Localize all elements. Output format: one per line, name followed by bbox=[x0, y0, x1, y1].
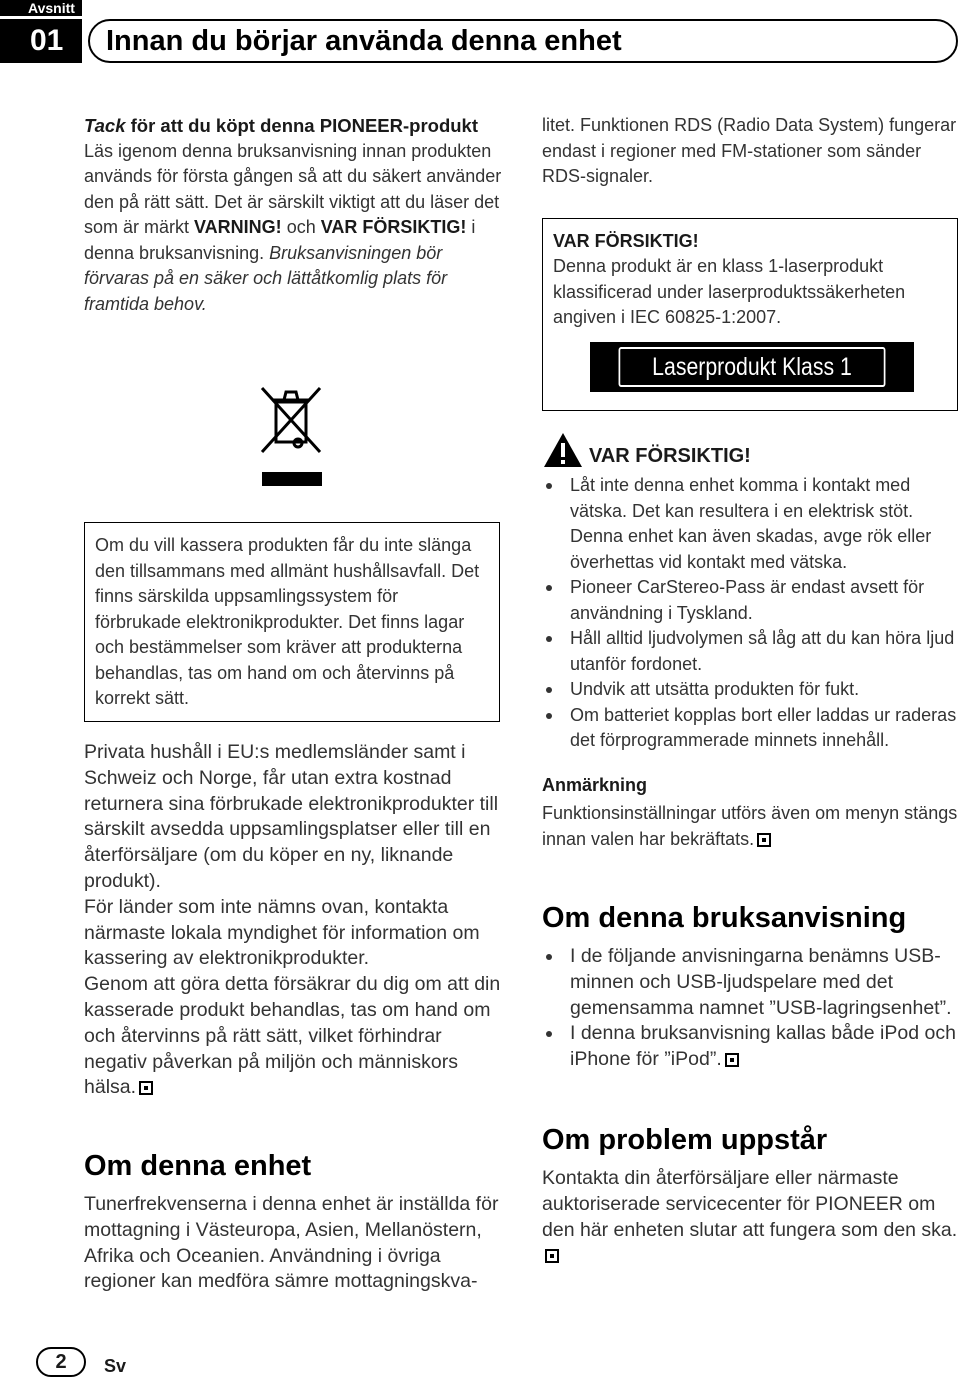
note-heading: Anmärkning bbox=[542, 775, 648, 795]
page-title: Innan du börjar använda denna enhet bbox=[88, 19, 958, 63]
language-code: Sv bbox=[104, 1356, 127, 1376]
list-item: Låt inte denna enhet komma i kontakt med vätska. Det kan resultera i en elektrisk stöt. Denna enhet kan även skadas, avge rök eller överhettas vid kontakt med vätska. bbox=[542, 473, 960, 575]
storage-note: Bruksanvisningen bör förvaras på en säker och lättåtkomlig plats för framtida behov. bbox=[84, 242, 448, 314]
intro-section bbox=[84, 113, 504, 317]
list-item: Undvik att utsätta produkten för fukt. bbox=[542, 677, 960, 703]
disposal-info-box: Om du vill kassera produkten får du inte slänga den tillsammans med allmänt hushållsavfall. Det finns särskilda uppsamlingssystem för förbrukade elektronikprodukter. Det finns lagar och bestämmelser som kräver att produkterna behandlas, tas om hand om och återvinns på korrekt sätt. bbox=[84, 522, 500, 722]
about-manual-heading: Om denna bruksanvisning bbox=[542, 902, 907, 934]
about-unit-heading: Om denna enhet bbox=[84, 1150, 312, 1182]
rds-text: litet. Funktionen RDS (Radio Data System) fungerar endast i regioner med FM-stationer som sänder RDS-signaler. bbox=[542, 115, 957, 186]
section-number: 01 bbox=[0, 19, 82, 63]
intro-text: Läs igenom denna bruksanvisning innan produkten används för första gången så att du säkert använder den på rätt sätt. Det är särskilt viktigt att du läser det som är märkt VARNING! och VAR FÖRSIKTIG! i denna bruksanvisning. Bruksanvisningen bör förvaras på en säker och lättåtkomlig plats för framtida behov. bbox=[84, 140, 502, 314]
laser-class-label: Laserprodukt Klass 1 bbox=[590, 342, 914, 392]
list-item: Pioneer CarStereo-Pass är endast avsett för användning i Tyskland. bbox=[542, 575, 960, 626]
list-item: Om batteriet kopplas bort eller laddas ur raderas det förprogrammerade minnets innehåll. bbox=[542, 703, 960, 754]
end-mark-icon bbox=[757, 833, 771, 847]
caution-list bbox=[542, 473, 960, 754]
list-item: I denna bruksanvisning kallas både iPod och iPhone för ”iPod”. bbox=[542, 1021, 960, 1073]
section-label: Avsnitt bbox=[0, 0, 82, 16]
about-unit-text: Tunerfrekvenserna i denna enhet är inställda för mottagning i Västeuropa, Asien, Mellanöstern, Afrika och Oceanien. Användning i övriga regioner kan medföra sämre mottagningskva- bbox=[84, 1193, 499, 1293]
caution-heading: VAR FÖRSIKTIG! bbox=[589, 445, 751, 467]
end-mark-icon bbox=[725, 1053, 739, 1067]
warning-label: VARNING! bbox=[194, 217, 282, 237]
laser-heading: VAR FÖRSIKTIG! bbox=[553, 231, 699, 251]
problems-heading: Om problem uppstår bbox=[542, 1124, 828, 1156]
weee-bin-icon bbox=[258, 380, 324, 488]
laser-text: Denna produkt är en klass 1-laserprodukt klassificerad under laserproduktssäkerheten angiven i IEC 60825-1:2007. bbox=[553, 256, 906, 327]
list-item: Håll alltid ljudvolymen så låg att du kan höra ljud utanför fordonet. bbox=[542, 626, 960, 677]
end-mark-icon bbox=[139, 1081, 153, 1095]
page-number: 2 bbox=[36, 1347, 86, 1377]
about-manual-list bbox=[542, 944, 960, 1073]
intro-heading: Tack för att du köpt denna PIONEER-produkt bbox=[84, 115, 479, 136]
caution-label: VAR FÖRSIKTIG! bbox=[320, 217, 467, 237]
eu-recycling-text: Privata hushåll i EU:s medlemsländer samt i Schweiz och Norge, får utan extra kostnad returnera sina förbrukade elektronikprodukter till särskilt avsedda uppsamlingsplatser eller till en återförsäljare (om du köper en ny, liknande produkt). För länder som inte nämns ovan, kontakta närmaste lokala myndighet för information om kassering av elektronikprodukter. Genom att göra detta försäkrar du dig om att din kasserade produkt behandlas, tas om hand om och återvinns på rätt sätt, vilket förhindrar negativ påverkan på miljön och människors hälsa. bbox=[84, 741, 501, 1099]
end-mark-icon bbox=[545, 1249, 559, 1263]
warning-triangle-icon bbox=[542, 431, 584, 469]
list-item: I de följande anvisningarna benämns USB-minnen och USB-ljudspelare med det gemensamma namnet ”USB-lagringsenhet”. bbox=[542, 944, 960, 1021]
note-text: Funktionsinställningar utförs även om menyn stängs innan valen har bekräftats. bbox=[542, 803, 958, 849]
problems-text: Kontakta din återförsäljare eller närmaste auktoriserade servicecenter för PIONEER om den här enheten slutar att fungera som den ska. bbox=[542, 1166, 960, 1269]
